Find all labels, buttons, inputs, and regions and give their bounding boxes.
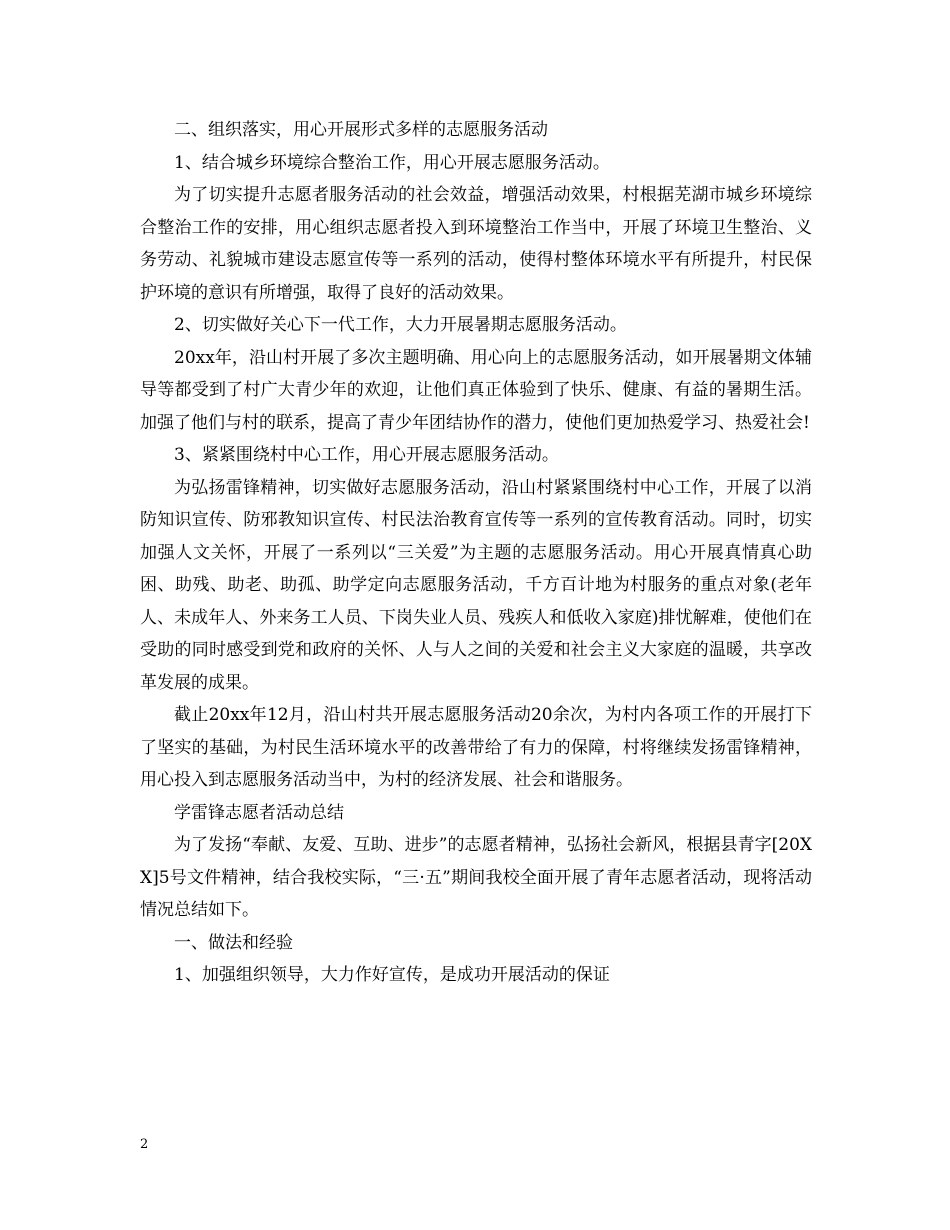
body-paragraph: 为了发扬“奉献、友爱、互助、进步”的志愿者精神，弘扬社会新风，根据县青字[20XX]5号文件精神，结合我校实际，“三·五”期间我校全面开展了青年志愿者活动，现将活动情况总结如下。 xyxy=(140,835,812,920)
subsection-heading: 1、加强组织领导，大力作好宣传，是成功开展活动的保证 xyxy=(174,965,610,985)
page-number: 2 xyxy=(140,1137,149,1152)
subsection-heading: 1、结合城乡环境综合整治工作，用心开展志愿服务活动。 xyxy=(174,152,610,173)
document-body xyxy=(140,114,812,992)
article-title: 学雷锋志愿者活动总结 xyxy=(174,802,344,823)
body-paragraph: 为弘扬雷锋精神，切实做好志愿服务活动，沿山村紧紧围绕村中心工作，开展了以消防知识宣传、防邪教知识宣传、村民法治教育宣传等一系列的宣传教育活动。同时，切实加强人文关怀，开展了一系列以“三关爱”为主题的志愿服务活动。用心开展真情真心助困、助残、助老、助孤、助学定向志愿服务活动，千方百计地为村服务的重点对象(老年人、未成年人、外来务工人员、下岗失业人员、残疾人和低收入家庭)排忧解难，使他们在受助的同时感受到党和政府的关怀、人与人之间的关爱和社会主义大家庭的温暖，共享改革发展的成果。 xyxy=(140,477,812,693)
section-heading: 一、做法和经验 xyxy=(174,932,293,953)
subsection-heading: 3、紧紧围绕村中心工作，用心开展志愿服务活动。 xyxy=(174,445,559,465)
body-paragraph: 为了切实提升志愿者服务活动的社会效益，增强活动效果，村根据芜湖市城乡环境综合整治工作的安排，用心组织志愿者投入到环境整治工作当中，开展了环境卫生整治、义务劳动、礼貌城市建设志愿宣传等一系列的活动，使得村整体环境水平有所提升，村民保护环境的意识有所增强，取得了良好的活动效果。 xyxy=(140,185,812,303)
subsection-heading: 2、切实做好关心下一代工作，大力开展暑期志愿服务活动。 xyxy=(174,315,627,335)
section-heading: 二、组织落实，用心开展形式多样的志愿服务活动 xyxy=(174,120,548,140)
body-paragraph: 截止20xx年12月，沿山村共开展志愿服务活动20余次，为村内各项工作的开展打下了坚实的基础，为村民生活环境水平的改善带给了有力的保障，村将继续发扬雷锋精神，用心投入到志愿服务活动当中，为村的经济发展、社会和谐服务。 xyxy=(140,705,812,790)
body-paragraph: 20xx年，沿山村开展了多次主题明确、用心向上的志愿服务活动，如开展暑期文体辅导等都受到了村广大青少年的欢迎，让他们真正体验到了快乐、健康、有益的暑期生活。加强了他们与村的联系，提高了青少年团结协作的潜力，使他们更加热爱学习、热爱社会! xyxy=(140,347,812,433)
